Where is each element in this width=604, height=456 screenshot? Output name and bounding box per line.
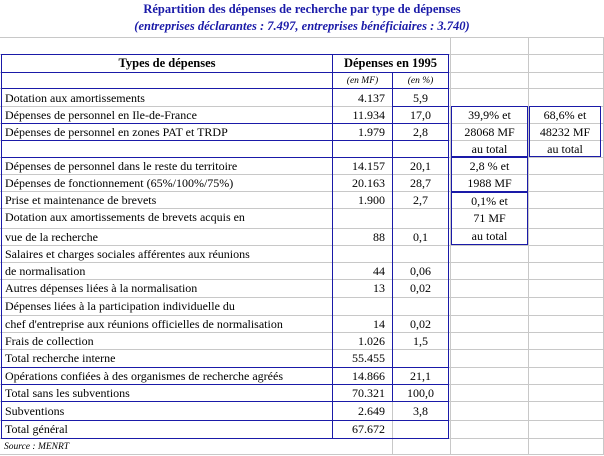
source-note: Source : MENRT (4, 442, 70, 452)
annotation-box1-line1: 39,9% et (468, 108, 511, 122)
annotation-box2-line2: 48232 MF (539, 125, 591, 139)
row-value-pct: 17,0 (410, 108, 431, 122)
annotation-box4-line2: 71 MF (473, 211, 506, 225)
row-value-mf: 4.137 (358, 91, 385, 105)
row-label-continued: de normalisation (5, 264, 86, 278)
row-value-mf: 70.321 (352, 386, 385, 400)
row-value-mf: 1.979 (358, 125, 385, 139)
row-label: Frais de collection (5, 334, 94, 348)
row-label: Dépenses de personnel en zones PAT et TRDP (5, 125, 228, 139)
row-label: Salaires et charges sociales afférentes aux réunions (5, 247, 250, 261)
row-label: Total sans les subventions (5, 386, 130, 400)
row-value-pct: 1,5 (413, 334, 428, 348)
row-value-mf: 11.934 (352, 108, 385, 122)
annotation-box1-line3: au total (471, 142, 508, 156)
annotation-box2-line3: au total (547, 142, 583, 156)
row-value-mf: 1.026 (358, 334, 385, 348)
annotation-box3-line1: 2,8 % et (469, 159, 510, 173)
annotation-box3-line2: 1988 MF (467, 176, 512, 190)
header-unit-mf: (en MF) (346, 76, 379, 86)
row-value-pct: 3,8 (413, 404, 428, 418)
row-label: Prise et maintenance de brevets (5, 193, 157, 207)
row-label: Total recherche interne (5, 351, 116, 365)
row-value-pct: 2,8 (413, 125, 428, 139)
annotation-box2-line1: 68,6% et (543, 108, 587, 122)
row-value-mf: 1.900 (358, 193, 385, 207)
row-value-mf: 88 (373, 230, 385, 244)
row-label: Dépenses de personnel en Ile-de-France (5, 108, 197, 122)
row-value-pct: 2,7 (413, 193, 428, 207)
row-value-pct: 28,7 (410, 176, 431, 190)
table-subtitle: (entreprises déclarantes : 7.497, entreprises bénéficiaires : 3.740) (134, 19, 470, 33)
row-value-mf: 67.672 (352, 422, 385, 436)
row-value-pct: 0,02 (410, 317, 431, 331)
row-value-mf: 14.866 (352, 369, 385, 383)
row-label: Total général (5, 422, 68, 436)
row-label: Subventions (5, 404, 65, 418)
row-value-pct: 5,9 (413, 91, 428, 105)
row-value-pct: 100,0 (407, 386, 434, 400)
annotation-box1-line2: 28068 MF (464, 125, 515, 139)
row-value-pct: 0,06 (410, 264, 431, 278)
row-value-mf: 20.163 (352, 176, 385, 190)
row-value-mf: 55.455 (352, 351, 385, 365)
row-label-continued: chef d'entreprise aux réunions officielles de normalisation (5, 317, 283, 331)
row-value-pct: 0,1 (413, 230, 428, 244)
row-label-continued: vue de la recherche (5, 230, 98, 244)
row-value-pct: 0,02 (410, 281, 431, 295)
header-depenses: Dépenses en 1995 (343, 56, 438, 70)
row-value-mf: 2.649 (358, 404, 385, 418)
row-value-mf: 14.157 (352, 159, 385, 173)
row-label: Dépenses de personnel dans le reste du territoire (5, 159, 238, 173)
row-label: Dépenses liées à la participation individuelle du (5, 299, 235, 313)
table-title: Répartition des dépenses de recherche par type de dépenses (143, 2, 461, 16)
row-value-pct: 21,1 (410, 369, 431, 383)
header-types: Types de dépenses (118, 56, 216, 70)
row-label: Dotation aux amortissements de brevets acquis en (5, 210, 245, 224)
row-value-mf: 13 (373, 281, 385, 295)
annotation-box4-line1: 0,1% et (471, 194, 508, 208)
row-label: Opérations confiées à des organismes de recherche agréés (5, 369, 283, 383)
row-value-mf: 44 (373, 264, 385, 278)
row-value-pct: 20,1 (410, 159, 431, 173)
header-unit-pct: (en %) (407, 76, 434, 86)
row-label: Autres dépenses liées à la normalisation (5, 281, 198, 295)
row-label: Dotation aux amortissements (5, 91, 145, 105)
row-label: Dépenses de fonctionnement (65%/100%/75%) (5, 176, 234, 190)
annotation-box4-line3: au total (471, 229, 508, 243)
row-value-mf: 14 (373, 317, 385, 331)
